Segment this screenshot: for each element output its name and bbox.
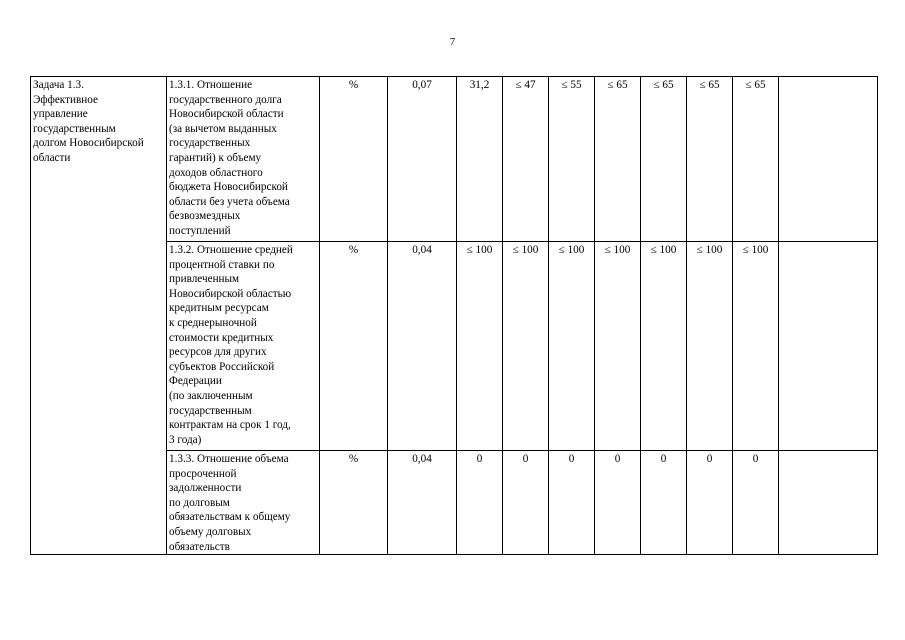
indicator-name: 1.3.1. Отношение государственного долга Новосибирской области (за вычетом выданных государственных гарантий) к объему доходов областного бюджета Новосибирской области без учета объема безвозмездных поступлений <box>167 77 320 242</box>
value-cell: ≤ 100 <box>457 242 503 451</box>
page-number: 7 <box>449 36 456 48</box>
value-cell: ≤ 100 <box>641 242 687 451</box>
value-cell: ≤ 100 <box>733 242 779 451</box>
value-cell: 0,07 <box>388 77 457 242</box>
value-cell <box>779 242 878 451</box>
value-cell: ≤ 100 <box>503 242 549 451</box>
value-cell: 0 <box>641 451 687 555</box>
unit-cell: % <box>320 451 388 555</box>
indicator-name: 1.3.3. Отношение объема просроченной задолженности по долговым обязательствам к общему объему долговых обязательств <box>167 451 320 555</box>
value-cell <box>779 451 878 555</box>
value-cell: 0 <box>687 451 733 555</box>
value-cell <box>779 77 878 242</box>
value-cell: 0 <box>457 451 503 555</box>
value-cell: 0 <box>503 451 549 555</box>
value-cell: ≤ 47 <box>503 77 549 242</box>
indicators-table <box>30 76 878 555</box>
value-cell: ≤ 65 <box>687 77 733 242</box>
value-cell: 0,04 <box>388 242 457 451</box>
value-cell: ≤ 65 <box>641 77 687 242</box>
value-cell: ≤ 65 <box>733 77 779 242</box>
value-cell: ≤ 65 <box>595 77 641 242</box>
unit-cell: % <box>320 77 388 242</box>
value-cell: ≤ 100 <box>595 242 641 451</box>
value-cell: 0,04 <box>388 451 457 555</box>
indicator-name: 1.3.2. Отношение средней процентной ставки по привлеченным Новосибирской областью кредитным ресурсам к среднерыночной стоимости кредитных ресурсов для других субъектов Российской Федерации (по заключенным государственным контрактам на срок 1 год, 3 года) <box>167 242 320 451</box>
value-cell: 0 <box>549 451 595 555</box>
value-cell: 0 <box>595 451 641 555</box>
unit-cell: % <box>320 242 388 451</box>
value-cell: 0 <box>733 451 779 555</box>
value-cell: ≤ 100 <box>549 242 595 451</box>
value-cell: ≤ 55 <box>549 77 595 242</box>
task-cell: Задача 1.3. Эффективное управление государственным долгом Новосибирской области <box>31 77 167 555</box>
value-cell: 31,2 <box>457 77 503 242</box>
value-cell: ≤ 100 <box>687 242 733 451</box>
table-row <box>31 77 878 242</box>
